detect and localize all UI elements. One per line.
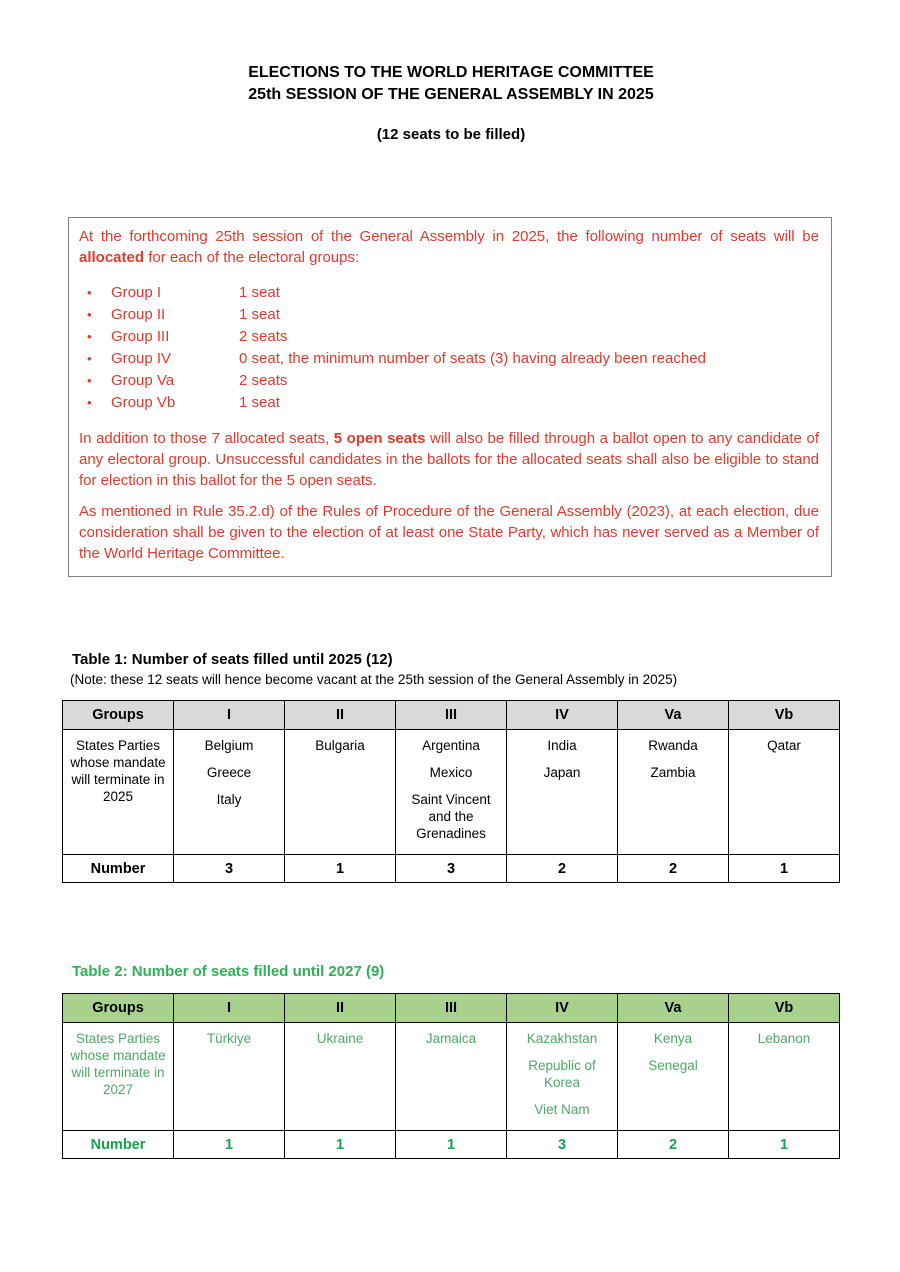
table1-states-row (63, 730, 840, 855)
table2-cell-group-Vb (729, 1023, 840, 1131)
country-name: Greece (206, 765, 252, 780)
table2-header-col6: Vb (729, 994, 840, 1023)
table2-cell-group-IV (507, 1023, 618, 1131)
table1-number-Va: 2 (618, 855, 729, 883)
group-name: Group Vb (111, 394, 176, 411)
table1-number-row (63, 855, 840, 883)
country-name: Kenya (653, 1031, 693, 1046)
table1-number-II: 1 (285, 855, 396, 883)
open-seats-before: In addition to those 7 allocated seats, (79, 430, 334, 447)
country-name: Senegal (648, 1058, 698, 1073)
table2-number-III: 1 (396, 1131, 507, 1159)
table2-header-row (63, 994, 840, 1023)
table2-number-Va: 2 (618, 1131, 729, 1159)
table1-cell-group-III (396, 730, 507, 855)
country-name: Qatar (767, 738, 801, 753)
table1-cell-group-Va (618, 730, 729, 855)
table2-header-groups: Groups (63, 994, 174, 1023)
group-seat-list (79, 282, 819, 414)
table2-number-label: Number (63, 1131, 174, 1159)
table1-title: Table 1: Number of seats filled until 2025 (12) (72, 651, 393, 668)
country-name: Bulgaria (315, 738, 365, 753)
country-name: Ukraine (316, 1031, 364, 1046)
table2-cell-group-II (285, 1023, 396, 1131)
table1-number-I: 3 (174, 855, 285, 883)
table1-header-col5: Va (618, 701, 729, 730)
group-name: Group IV (111, 350, 172, 367)
rule-paragraph: As mentioned in Rule 35.2.d) of the Rules of Procedure of the General Assembly (2023), at each election, due consideration shall be given to the election of at least one State Party, which has never served as a Member of the World Heritage Committee. (79, 503, 819, 562)
table1-header-col1: I (174, 701, 285, 730)
table1-cell-group-IV (507, 730, 618, 855)
table1-number-IV: 2 (507, 855, 618, 883)
group-seats: 1 seat (239, 284, 280, 301)
table2-title: Table 2: Number of seats filled until 2027 (9) (72, 963, 385, 980)
notice-intro-after: for each of the electoral groups: (144, 249, 360, 266)
group-seats: 1 seat (239, 394, 280, 411)
group-name: Group II (111, 306, 166, 323)
table1-number-label: Number (63, 855, 174, 883)
table1-header-col2: II (285, 701, 396, 730)
table2-header-col3: III (396, 994, 507, 1023)
list-item-group-6 (79, 392, 819, 414)
table2-header-col2: II (285, 994, 396, 1023)
country-name: Lebanon (757, 1031, 811, 1046)
table2-row-label: States Parties whose mandate will terminate in 2027 (63, 1023, 174, 1131)
table2-cell-group-III (396, 1023, 507, 1131)
table2-number-row (63, 1131, 840, 1159)
bullet-icon: • (87, 307, 92, 322)
bullet-icon: • (87, 285, 92, 300)
open-seats-paragraph (79, 428, 819, 491)
table1-number-III: 3 (396, 855, 507, 883)
bullet-icon: • (87, 395, 92, 410)
list-item-group-5 (79, 370, 819, 392)
group-seats: 2 seats (239, 372, 288, 389)
table2-header-col5: Va (618, 994, 729, 1023)
open-seats-bold: 5 open seats (333, 430, 426, 447)
table2-number-II: 1 (285, 1131, 396, 1159)
document-title (62, 62, 840, 106)
table1-cell-group-Vb (729, 730, 840, 855)
country-name: Argentina (422, 738, 480, 753)
table1-cell-group-I (174, 730, 285, 855)
group-name: Group Va (111, 372, 175, 389)
list-item-group-4 (79, 348, 819, 370)
table1-cell-group-II (285, 730, 396, 855)
table2-number-I: 1 (174, 1131, 285, 1159)
country-name: Mexico (429, 765, 473, 780)
table1-header-row (63, 701, 840, 730)
country-name: Zambia (650, 765, 696, 780)
country-name: Kazakhstan (526, 1031, 598, 1046)
notice-intro-paragraph (79, 226, 819, 268)
table1-header-col3: III (396, 701, 507, 730)
country-name: Republic of Korea (528, 1058, 596, 1090)
table2-number-Vb: 1 (729, 1131, 840, 1159)
country-name: Japan (543, 765, 581, 780)
list-item-group-2 (79, 304, 819, 326)
table2-header-col4: IV (507, 994, 618, 1023)
group-name: Group III (111, 328, 170, 345)
notice-intro-before: At the forthcoming 25th session of the General Assembly in 2025, the following number of seats will be (79, 228, 819, 245)
table1-header-col4: IV (507, 701, 618, 730)
table2-cell-group-I (174, 1023, 285, 1131)
list-item-group-1 (79, 282, 819, 304)
table2-states-row (63, 1023, 840, 1131)
bullet-icon: • (87, 373, 92, 388)
country-name: Belgium (204, 738, 254, 753)
table1-note: (Note: these 12 seats will hence become vacant at the 25th session of the General Assembly in 2025) (70, 672, 678, 687)
document-title-line2: 25th SESSION OF THE GENERAL ASSEMBLY IN 2025 (248, 86, 654, 103)
group-seats: 1 seat (239, 306, 280, 323)
table1-number-Vb: 1 (729, 855, 840, 883)
allocation-notice-box (68, 217, 832, 577)
table1-row-label: States Parties whose mandate will terminate in 2025 (63, 730, 174, 855)
country-name: Türkiye (206, 1031, 252, 1046)
country-name: India (547, 738, 577, 753)
country-name: Viet Nam (534, 1102, 590, 1117)
table1-header-groups: Groups (63, 701, 174, 730)
notice-intro-bold: allocated (79, 249, 145, 266)
country-name: Jamaica (425, 1031, 477, 1046)
country-name: Rwanda (648, 738, 698, 753)
group-seats: 0 seat, the minimum number of seats (3) having already been reached (239, 350, 706, 367)
table2-number-IV: 3 (507, 1131, 618, 1159)
table1-seats-2025 (62, 700, 840, 883)
group-name: Group I (111, 284, 162, 301)
country-name: Saint Vincent and the Grenadines (411, 792, 491, 841)
open-seats-after: will also be filled through a ballot open to any candidate of any electoral group. Unsuccessful candidates in the ballots for the allocated seats shall also be eligible to stand for election in this ballot for the 5 open seats. (79, 430, 819, 489)
table2-header-col1: I (174, 994, 285, 1023)
group-seats: 2 seats (239, 328, 288, 345)
list-item-group-3 (79, 326, 819, 348)
table2-cell-group-Va (618, 1023, 729, 1131)
document-title-line1: ELECTIONS TO THE WORLD HERITAGE COMMITTEE (248, 64, 654, 81)
bullet-icon: • (87, 351, 92, 366)
bullet-icon: • (87, 329, 92, 344)
document-subtitle: (12 seats to be filled) (376, 126, 526, 143)
country-name: Italy (216, 792, 242, 807)
table1-header-col6: Vb (729, 701, 840, 730)
table2-seats-2027 (62, 993, 840, 1159)
